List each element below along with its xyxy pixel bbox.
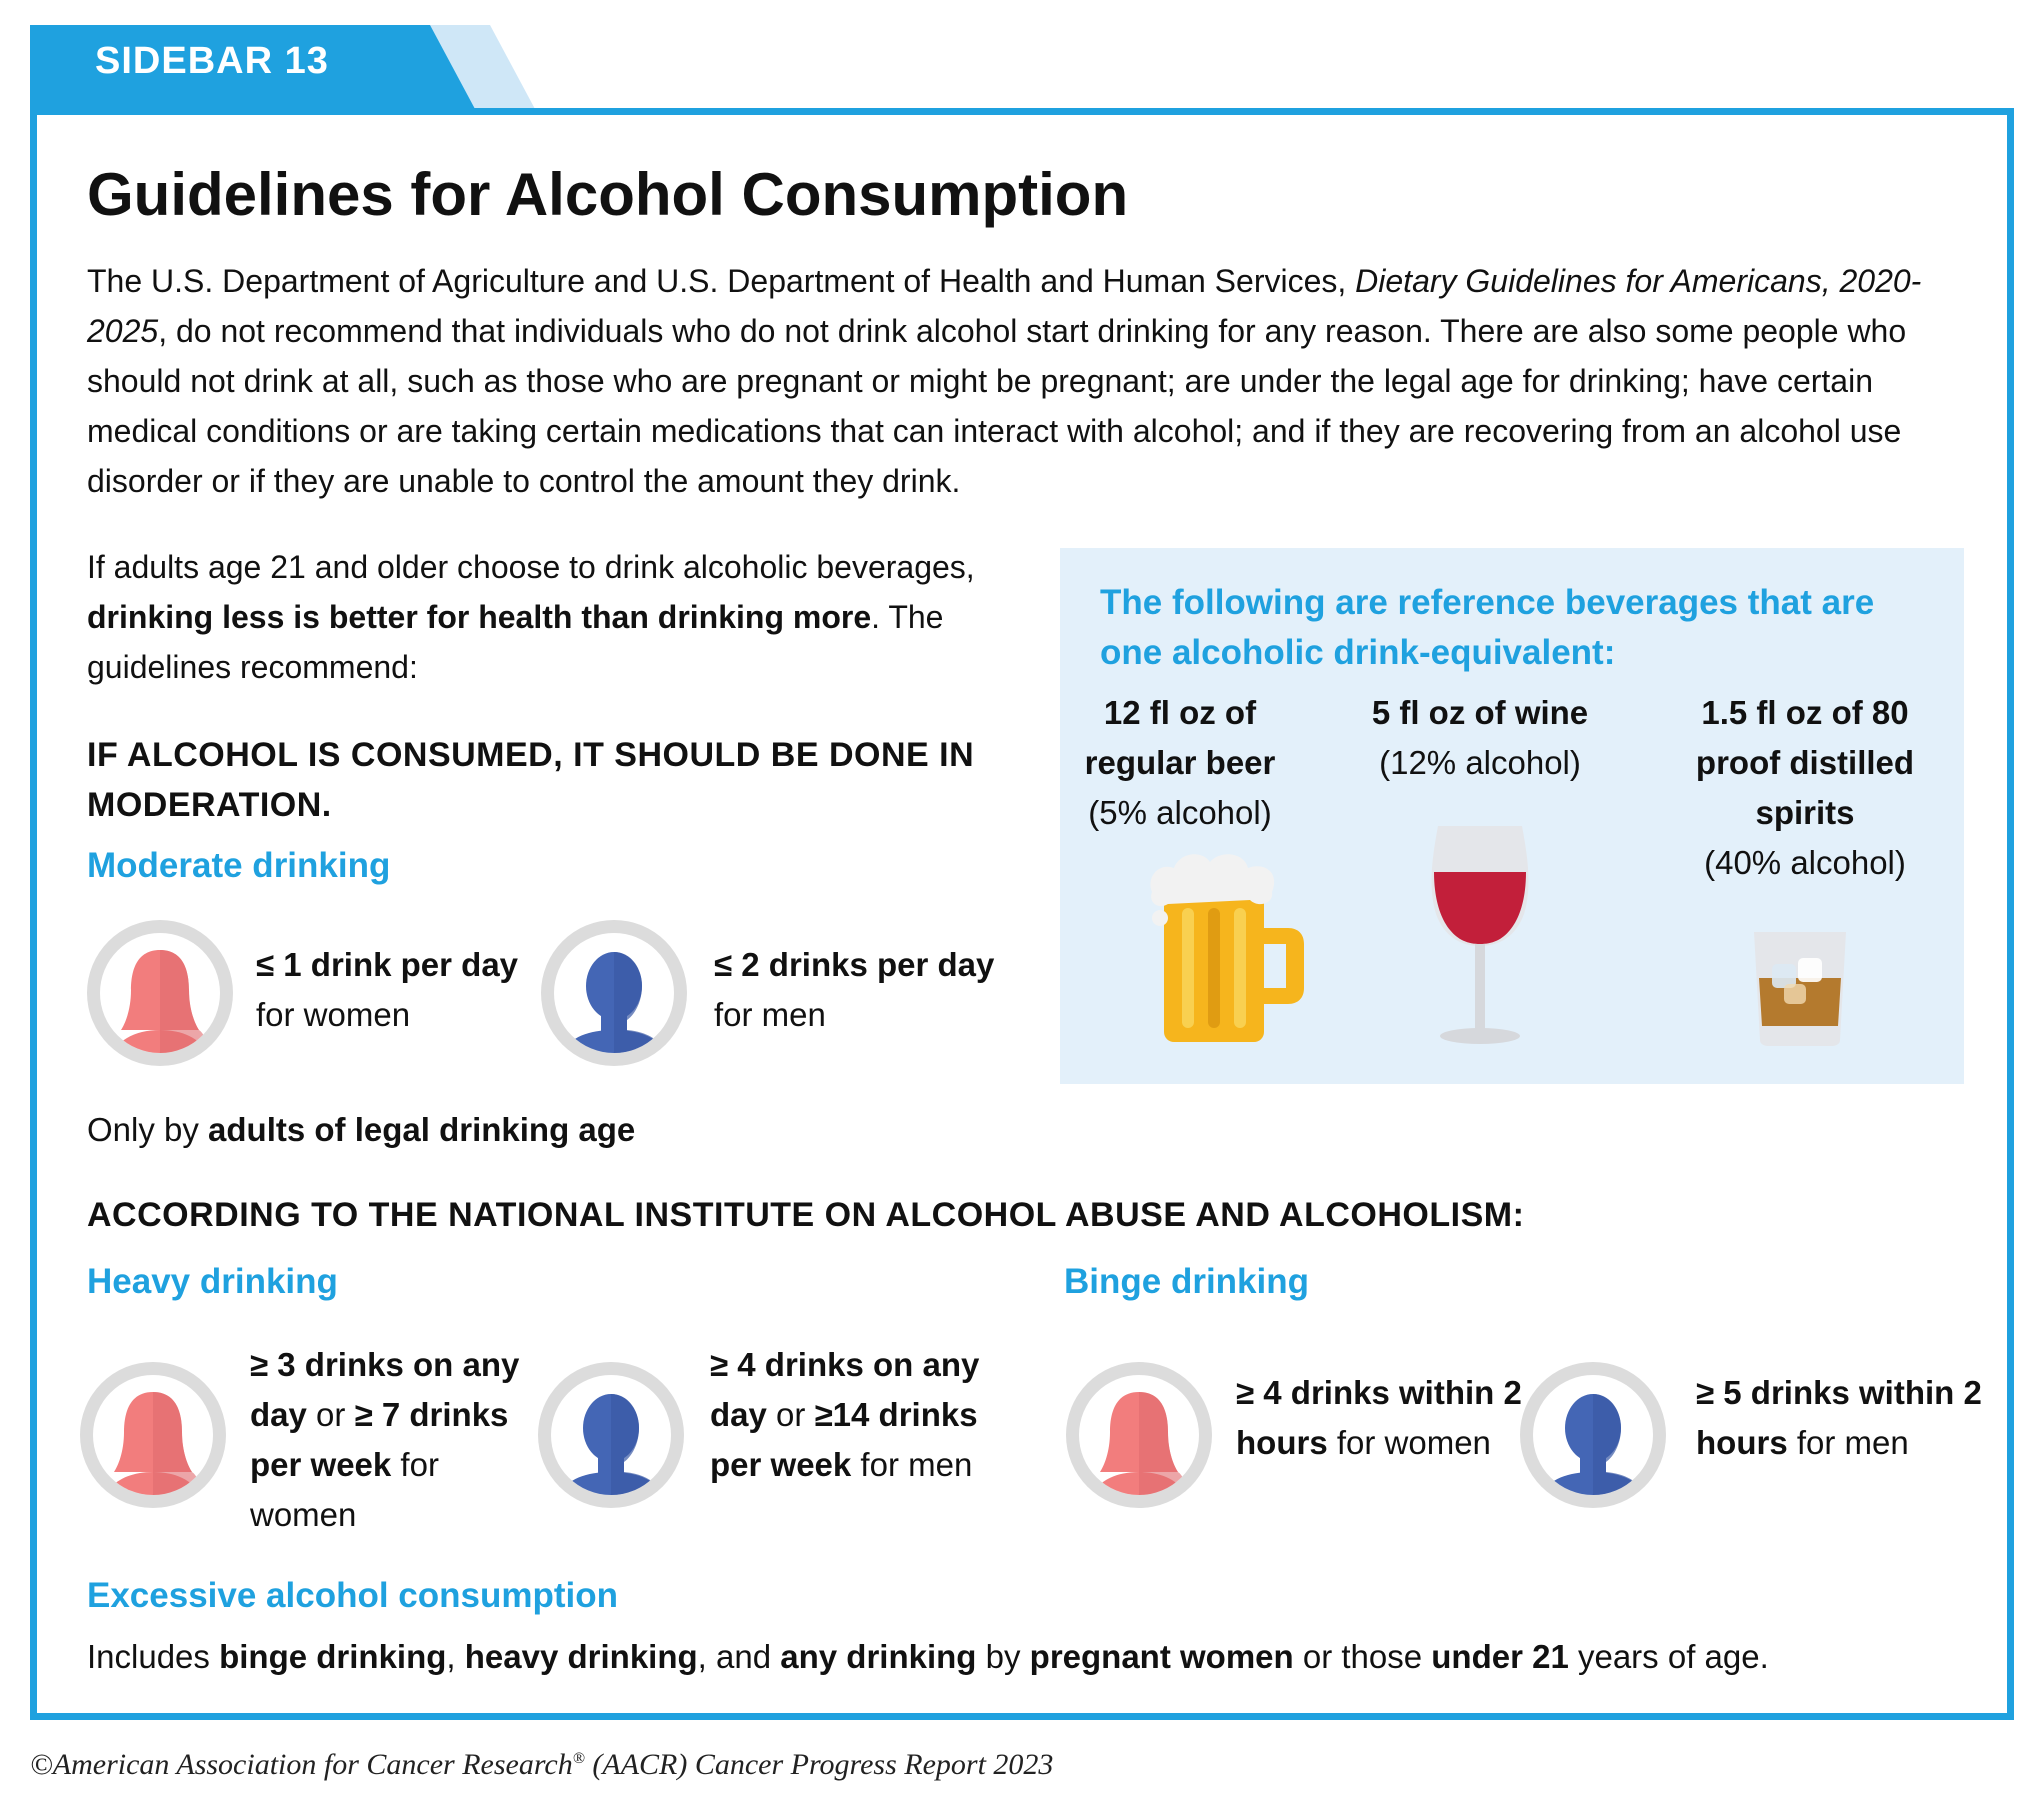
page-title: Guidelines for Alcohol Consumption [87, 161, 1129, 228]
moderate-women-text: ≤ 1 drink per day for women [256, 946, 519, 1033]
man-icon [541, 920, 687, 1066]
reference-beverages-box [1060, 548, 1964, 1084]
wine-label: 5 fl oz of wine (12% alcohol) [1371, 694, 1589, 781]
reference-heading: The following are reference beverages that are one alcoholic drink-equivalent: [1100, 583, 1875, 672]
moderate-men-text: ≤ 2 drinks per day for men [714, 946, 995, 1033]
binge-men-text: ≥ 5 drinks within 2 hours for men [1696, 1374, 1982, 1461]
man-icon [538, 1362, 684, 1508]
moderate-drinking-heading: Moderate drinking [87, 846, 391, 885]
binge-women-text: ≥ 4 drinks within 2 hours for women [1236, 1374, 1522, 1461]
man-icon [1520, 1362, 1666, 1508]
excessive-heading: Excessive alcohol consumption [87, 1576, 618, 1615]
heavy-drinking-heading: Heavy drinking [87, 1262, 338, 1301]
excessive-text: Includes binge drinking, heavy drinking, and any drinking by pregnant women or those under 21 years of age. [87, 1638, 1769, 1675]
binge-drinking-heading: Binge drinking [1064, 1262, 1309, 1301]
niaaa-heading: ACCORDING TO THE NATIONAL INSTITUTE ON ALCOHOL ABUSE AND ALCOHOLISM: [87, 1196, 1525, 1234]
legal-age-text: Only by adults of legal drinking age [87, 1111, 636, 1148]
heavy-men-text: ≥ 4 drinks on any day or ≥14 drinks per week for men [710, 1346, 980, 1483]
beer-mug-icon [1140, 848, 1320, 1048]
woman-icon [1066, 1362, 1212, 1508]
beer-label: 12 fl oz of regular beer (5% alcohol) [1084, 694, 1276, 831]
sidebar-tab-label: SIDEBAR 13 [95, 40, 329, 82]
whiskey-glass-icon [1750, 928, 1850, 1048]
adults-paragraph: If adults age 21 and older choose to drink alcoholic beverages, drinking less is better for health than drinking more. The guidelines recommend: [87, 549, 975, 685]
spirits-label: 1.5 fl oz of 80 proof distilled spirits (40% alcohol) [1695, 694, 1915, 881]
heavy-women-text: ≥ 3 drinks on any day or ≥ 7 drinks per week for women [250, 1346, 520, 1533]
wine-glass-icon [1420, 818, 1540, 1058]
moderation-heading: IF ALCOHOL IS CONSUMED, IT SHOULD BE DONE IN MODERATION. [87, 736, 975, 824]
woman-icon [87, 920, 233, 1066]
intro-paragraph: The U.S. Department of Agriculture and U.S. Department of Health and Human Services, Dietary Guidelines for Americans, 2020-2025, do not recommend that individuals who do not drink alcohol start drinking for any reason. There are also some people who should not drink at all, such as those who are pregnant or might be pregnant; are under the legal age for drinking; have certain medical conditions or are taking certain medications that can interact with alcohol; and if they are recovering from an alcohol use disorder or if they are unable to control the amount they drink. [87, 263, 1922, 499]
woman-icon [80, 1362, 226, 1508]
copyright-footer: ©American Association for Cancer Research® (AACR) Cancer Progress Report 2023 [30, 1748, 1054, 1781]
